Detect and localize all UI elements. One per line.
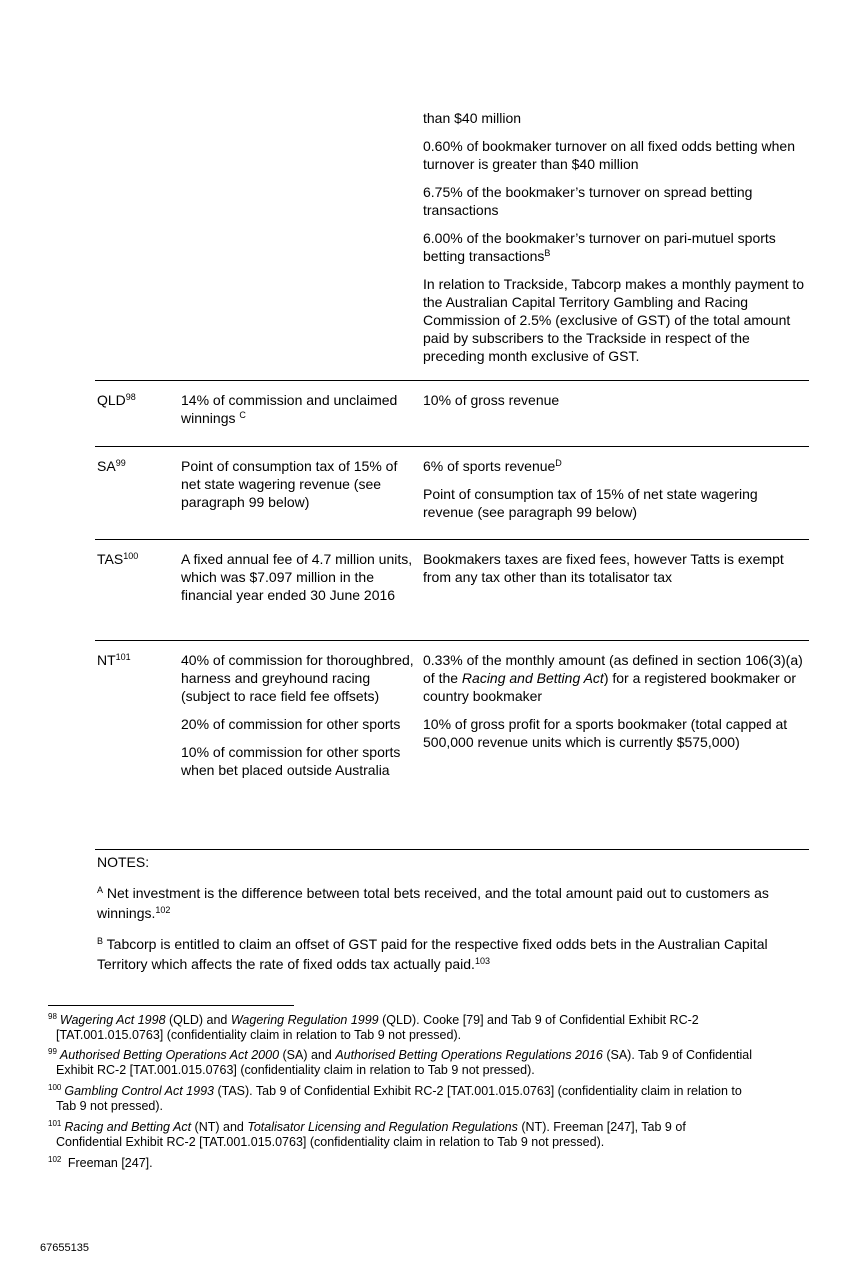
jurisdiction-tas: TAS$^{100}$: [97, 551, 139, 567]
jurisdiction-nt: NT$^{101}$: [97, 652, 131, 668]
footnote-100: $^{100}$ Gambling Control Act 1993 (TAS). Tab 9 of Confidential Exhibit RC-2 [TAT.001.015.0763] (confidentiality claim in relation to Tab 9 not pressed).: [48, 1083, 742, 1113]
act-text-2: 0.60% of bookmaker turnover on all fixed odds betting when turnover is greater than $40 million: [423, 138, 796, 172]
footnote-ref[interactable]: 99: [115, 458, 126, 468]
table-rule: [95, 446, 809, 447]
footnote-102: $^{102}$ Freeman [247].: [48, 1155, 153, 1170]
act-text-1: than $40 million: [423, 110, 522, 126]
sa-bookmaker-tax: 6% of sports revenue$^D$ Point of consumption tax of 15% of net state wagering revenue (see paragraph 99 below): [423, 458, 758, 520]
table-rule: [95, 640, 809, 641]
jurisdiction-sa: SA$^{99}$: [97, 458, 126, 474]
table-rule: [95, 849, 809, 850]
sa-tote-tax: Point of consumption tax of 15% of net state wagering revenue (see paragraph 99 below): [181, 458, 398, 510]
footnote-separator: [48, 1005, 294, 1006]
footnote-99: $^{99}$ Authorised Betting Operations Act 2000 (SA) and Authorised Betting Operations Regulations 2016 (SA). Tab 9 of Confidential Exhibit RC-2 [TAT.001.015.0763] (confidentiality claim in relation to Tab 9 not pressed).: [48, 1047, 753, 1077]
footnote-ref[interactable]: 101: [115, 652, 131, 662]
nt-bookmaker-tax: 0.33% of the monthly amount (as defined in section 106(3)(a) of the Racing and Betting Act) for a registered bookmaker or country bookmaker 10% of gross profit for a sports bookmaker (total capped at 500,000 revenue units which is currently $575,000): [423, 652, 803, 750]
note-b: $^B$ Tabcorp is entitled to claim an offset of GST paid for the respective fixed odds bets in the Australian Capital Territory which affects the rate of fixed odds tax actually paid.$^{103}$: [97, 936, 768, 972]
nt-tote-tax: 40% of commission for thoroughbred, harness and greyhound racing (subject to race field fee offsets) 20% of commission for other sports 10% of commission for other sports when bet placed outside Australia: [181, 652, 414, 778]
act-text-4: 6.00% of the bookmaker’s turnover on pari-mutuel sports betting transactions$^B$: [423, 230, 776, 264]
tas-tote-tax: A fixed annual fee of 4.7 million units, which was $7.097 million in the financial year ended 30 June 2016: [181, 551, 413, 603]
footnote-101: $^{101}$ Racing and Betting Act (NT) and Totalisator Licensing and Regulation Regulations (NT). Freeman [247], Tab 9 of Confidential Exhibit RC-2 [TAT.001.015.0763] (confidentiality claim in relation to Tab 9 not pressed).: [48, 1119, 686, 1149]
tas-bookmaker-tax: Bookmakers taxes are fixed fees, however Tatts is exempt from any tax other than its totalisator tax: [423, 551, 784, 585]
table-rule: [95, 539, 809, 540]
footnote-ref[interactable]: 102: [155, 905, 171, 915]
act-continuation-block: [423, 109, 809, 375]
act-text-5: In relation to Trackside, Tabcorp makes a monthly payment to the Australian Capital Territory Gambling and Racing Commission of 2.5% (exclusive of GST) of the total amount paid by subscribers to the Trackside in respect of the preceding month exclusive of GST.: [423, 276, 805, 364]
qld-tote-tax: 14% of commission and unclaimed winnings $^C$: [181, 392, 398, 426]
footnote-ref[interactable]: 98: [125, 392, 136, 402]
act-text-3: 6.75% of the bookmaker’s turnover on spread betting transactions: [423, 184, 753, 218]
note-b-marker: B: [544, 248, 551, 258]
footnote-ref[interactable]: 103: [474, 956, 490, 966]
footnote-ref[interactable]: 100: [123, 551, 139, 561]
footnote-98: $^{98}$ Wagering Act 1998 (QLD) and Wagering Regulation 1999 (QLD). Cooke [79] and Tab 9 of Confidential Exhibit RC-2 [TAT.001.015.0763] (confidentiality claim in relation to Tab 9 not pressed).: [48, 1012, 699, 1042]
qld-bookmaker-tax: 10% of gross revenue: [423, 392, 560, 408]
table-rule: [95, 380, 809, 381]
document-id: 67655135: [40, 1242, 89, 1254]
note-a: $^A$ Net investment is the difference between total bets received, and the total amount paid out to customers as winnings.$^{102}$: [97, 885, 769, 921]
notes-heading: NOTES:: [97, 854, 150, 870]
jurisdiction-qld: QLD$^{98}$: [97, 392, 136, 408]
